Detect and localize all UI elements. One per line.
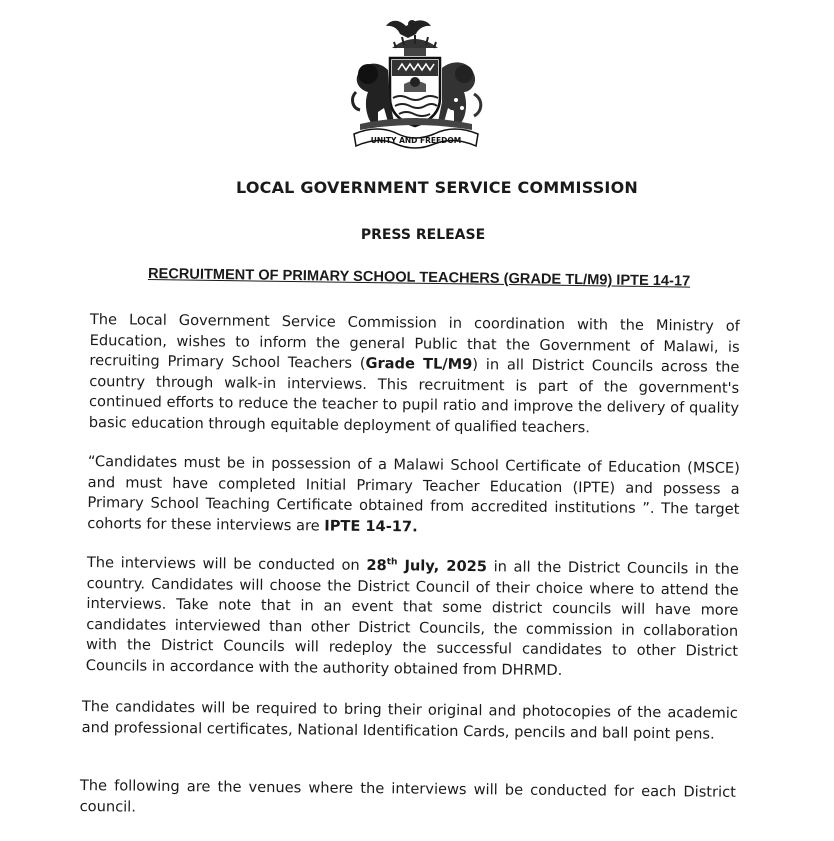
paragraph-items-to-bring: The candidates will be required to bring their original and photocopies of the academic and professional certificates, National Identification Cards, pencils and ball point pens. <box>81 697 738 743</box>
organization-title: LOCAL GOVERNMENT SERVICE COMMISSION <box>236 178 638 197</box>
target-cohorts: IPTE 14-17. <box>324 517 418 536</box>
coat-of-arms-motto: UNITY AND FREEDOM <box>370 136 462 145</box>
paragraph-requirements: “Candidates must be in possession of a Malawi School Certificate of Education (MSCE) and must have completed Initial Primary Teacher Education (IPTE) and possess a Primary School Teaching Certificate obtained from accredited institutions ”. The target cohorts for these interviews are IPTE 14-17. <box>87 452 740 536</box>
malawi-coat-of-arms-icon <box>338 12 494 154</box>
press-release-subject: RECRUITMENT OF PRIMARY SCHOOL TEACHERS (GRADE TL/M9) IPTE 14-17 <box>147 266 691 290</box>
paragraph-intro: The Local Government Service Commission in coordination with the Ministry of Education, wishes to inform the general Public that the Government of Malawi, is recruiting Primary School Teachers (Grade TL/M9) in all District Councils across the country through walk-in interviews. This recruitment is part of the government's continued efforts to reduce the teacher to pupil ratio and improve the delivery of quality basic education through equitable deployment of qualified teachers. <box>88 310 740 437</box>
coat-of-arms <box>338 12 494 154</box>
interview-date: 28th July, 2025 <box>366 556 488 576</box>
document-type: PRESS RELEASE <box>360 227 486 243</box>
paragraph-venues-intro: The following are the venues where the interviews will be conducted for each District council. <box>79 776 736 816</box>
paragraph-interview-date: The interviews will be conducted on 28th July, 2025 in all the District Councils in the country. Candidates will choose the District Council of their choice where to attend the interviews. Take note that in an event that some district councils will have more candidates interviewed than other District Councils, the commission in collaboration with the District Councils will redeploy the successful candidates to other District Councils in accordance with the authority obtained from DHRMD. <box>85 553 739 679</box>
grade-emphasis: Grade TL/M9 <box>365 355 473 374</box>
